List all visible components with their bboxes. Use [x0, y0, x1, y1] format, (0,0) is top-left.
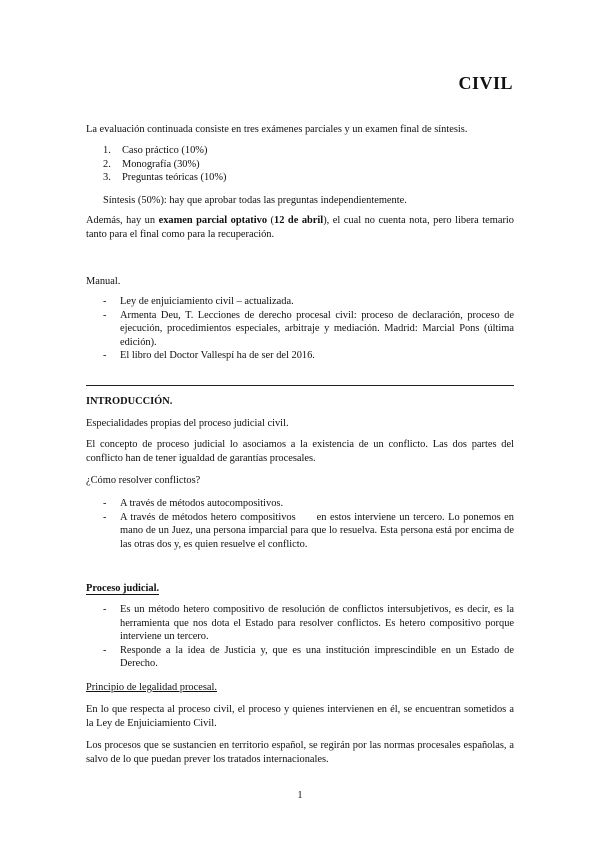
list-item-text: Preguntas teóricas (10%) — [122, 172, 227, 183]
list-number: 2. — [103, 158, 111, 170]
introduccion-paragraph: El concepto de proceso judicial lo asociamos a la existencia de un conflicto. Las dos partes del conflicto han de tener igualdad de garantías procesales. — [86, 439, 514, 464]
list-item-text: Armenta Deu, T. Lecciones de derecho procesal civil: proceso de declaración, proceso de ejecución, procedimientos especiales, arbitraje y mediación. Madrid: Marcial Pons (última edición). — [120, 309, 514, 348]
list-number: 1. — [103, 145, 111, 156]
proceso-list — [86, 603, 514, 671]
page-number: 1 — [297, 790, 303, 801]
list-item — [86, 511, 517, 552]
optional-text-pre: Además, hay un — [86, 215, 159, 226]
list-item-text: Responde a la idea de Justicia y, que es una institución imprescindible en un Estado de Derecho. — [120, 644, 514, 669]
list-item — [86, 295, 514, 309]
proceso-heading-text: Proceso judicial. — [86, 583, 160, 594]
list-item-text: A través de métodos hetero compositivos en estos interviene un tercero. Lo ponemos en mano de un Juez, una persona imparcial para que lo resuelva. Esta persona está por encima de las otras dos y, es quien resuelve el conflicto. — [120, 511, 517, 550]
list-item — [86, 171, 514, 185]
optional-text-post: ), el cual no cuenta nota, pero libera temario tanto para el final como para la recuperación. — [86, 215, 515, 240]
list-item-text: Es un método hetero compositivo de resolución de conflictos intersubjetivos, es decir, es la herramienta que nos dota el Estado para resolver conflictos. Es hetero compositivo porque interviene un tercero. — [120, 604, 514, 642]
list-item — [86, 349, 514, 363]
list-item — [86, 158, 514, 172]
dash-marker: - — [103, 350, 107, 361]
page-title: CIVIL — [458, 73, 513, 93]
introduccion-paragraph: Especialidades propias del proceso judicial civil. — [86, 418, 289, 429]
list-item — [86, 603, 514, 644]
list-item — [86, 644, 514, 671]
evaluation-paragraph: La evaluación continuada consiste en tres exámenes parciales y un examen final de síntesis. — [86, 124, 468, 135]
dash-marker: - — [103, 309, 107, 321]
dash-marker: - — [103, 498, 107, 509]
dash-marker: - — [103, 644, 107, 656]
optional-text-mid: ( — [267, 215, 275, 226]
list-item-text: A través de métodos autocompositivos. — [120, 498, 284, 509]
legalidad-paragraph: Los procesos que se sustancien en territorio español, se regirán por las normas procesales españolas, a salvo de lo que puedan prever los tratados internacionales. — [86, 740, 514, 765]
legalidad-heading: Principio de legalidad procesal. — [86, 682, 217, 693]
manual-heading: Manual. — [86, 276, 121, 287]
optional-exam-paragraph — [86, 214, 514, 241]
legalidad-paragraph: En lo que respecta al proceso civil, el proceso y quienes intervienen en él, se encuentran sometidos a la Ley de Enjuiciamiento Civil. — [86, 704, 514, 729]
optional-exam-bold: examen parcial optativo — [158, 215, 268, 226]
list-item — [86, 309, 514, 350]
list-item — [86, 144, 514, 158]
synthesis-paragraph: Síntesis (50%): hay que aprobar todas las preguntas independientemente. — [103, 195, 407, 206]
dash-marker: - — [103, 511, 107, 523]
proceso-heading — [86, 582, 514, 596]
section-divider — [86, 385, 514, 386]
methods-list — [86, 497, 517, 551]
list-number: 3. — [103, 172, 111, 183]
dash-marker: - — [103, 604, 107, 615]
list-item-text: Caso práctico (10%) — [122, 145, 208, 156]
list-item-text: Monografía (30%) — [122, 158, 200, 170]
introduccion-heading: INTRODUCCIÓN. — [86, 396, 173, 407]
question-paragraph: ¿Cómo resolver conflictos? — [86, 475, 201, 486]
list-item-text: Ley de enjuiciamiento civil – actualizada. — [120, 296, 294, 307]
optional-date-bold: 12 de abril — [274, 215, 324, 226]
evaluation-list — [86, 144, 514, 185]
list-item-text: El libro del Doctor Vallespí ha de ser del 2016. — [120, 350, 315, 361]
dash-marker: - — [103, 296, 107, 307]
list-item — [86, 497, 514, 511]
manual-list — [86, 295, 514, 363]
